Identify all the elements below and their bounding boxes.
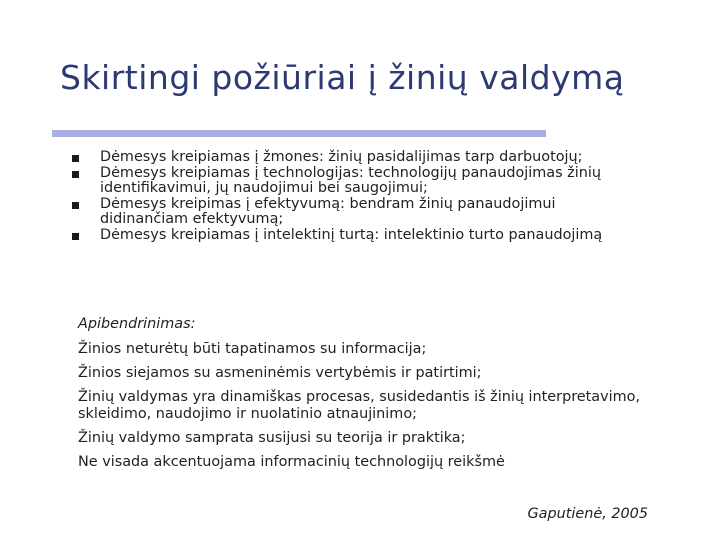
summary-line: Žinių valdymas yra dinamiškas procesas, susidedantis iš žinių interpretavimo, skleidimo, naudojimo ir nuolatinio atnaujinimo; bbox=[78, 389, 641, 422]
author-citation: Gaputienė, 2005 bbox=[527, 506, 648, 522]
summary-line: Žinios neturėtų būti tapatinamos su informacija; bbox=[78, 341, 427, 357]
bullet-text: Dėmesys kreipiamas į intelektinį turtą: intelektinio turto panaudojimą bbox=[100, 226, 603, 243]
square-bullet-icon bbox=[72, 202, 79, 209]
summary-line: Žinios siejamos su asmeninėmis vertybėmis ir patirtimi; bbox=[78, 365, 482, 381]
square-bullet-icon bbox=[72, 233, 79, 240]
bullet-item bbox=[72, 197, 632, 228]
bullet-text: Dėmesys kreipiamas į technologijas: technologijų panaudojimas žinių identifikavimui, jų naudojimui bei saugojimui; bbox=[100, 164, 601, 196]
title-underline bbox=[52, 130, 546, 137]
square-bullet-icon bbox=[72, 155, 79, 162]
bullet-text: Dėmesys kreipiamas į žmones: žinių pasidalijimas tarp darbuotojų; bbox=[100, 149, 583, 165]
bullet-item bbox=[72, 150, 632, 166]
bullet-item bbox=[72, 166, 632, 197]
bullet-item bbox=[72, 228, 632, 244]
slide-title: Skirtingi požiūriai į žinių valdymą bbox=[60, 58, 625, 97]
bullet-text: Dėmesys kreipimas į efektyvumą: bendram žinių panaudojimui didinančiam efektyvumą; bbox=[100, 195, 556, 227]
square-bullet-icon bbox=[72, 171, 79, 178]
summary-line: Žinių valdymo samprata susijusi su teorija ir praktika; bbox=[78, 430, 466, 446]
summary-heading: Apibendrinimas: bbox=[78, 316, 196, 332]
summary-block bbox=[78, 316, 678, 478]
bullet-list bbox=[72, 150, 632, 243]
summary-line: Ne visada akcentuojama informacinių technologijų reikšmė bbox=[78, 454, 505, 470]
